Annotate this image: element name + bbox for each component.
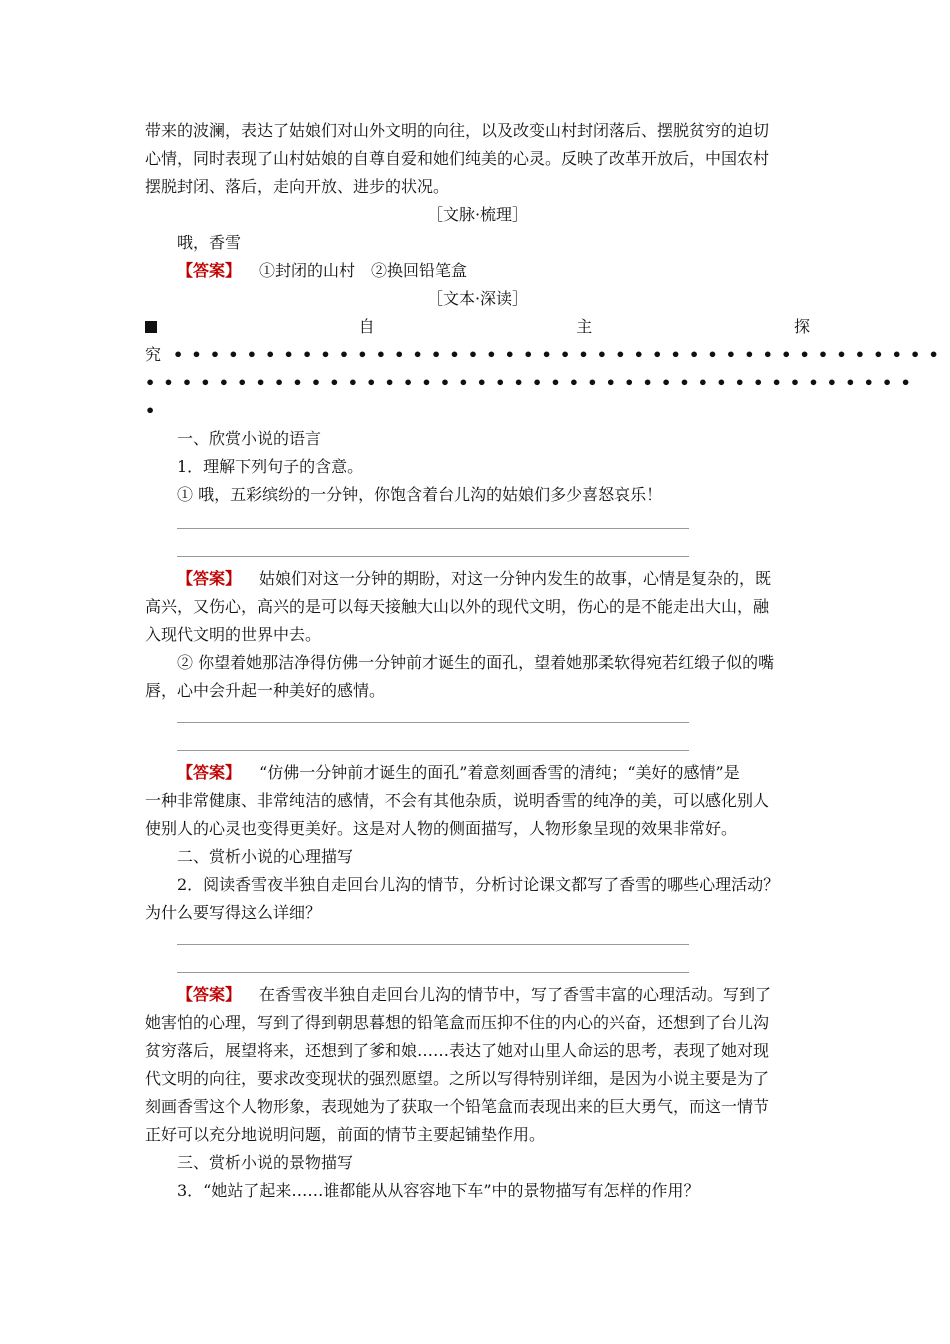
answer-1a-line-2: 高兴，又伤心，高兴的是可以每天接触大山以外的现代文明，伤心的是不能走出大山，融	[145, 597, 770, 616]
heading-2: 二、赏析小说的心理描写	[177, 847, 354, 866]
answer-tag: 【答案】	[177, 569, 242, 588]
intro-line-3: 摆脱封闭、落后，走向开放、进步的状况。	[145, 177, 450, 196]
zizhu-line-2	[145, 341, 947, 369]
answer-tag: 【答案】	[177, 763, 242, 782]
zizhu-char-1: 自	[358, 317, 375, 336]
intro-line-1: 带来的波澜，表达了姑娘们对山外文明的向往，以及改变山村封闭落后、摆脱贫穷的迫切	[145, 121, 770, 140]
answer-blank-line	[177, 722, 689, 723]
answer-2-line-6: 正好可以充分地说明问题，前面的情节主要起铺垫作用。	[145, 1125, 546, 1144]
answer-2-line-4: 代文明的向往，要求改变现状的强烈愿望。之所以写得特别详细，是因为小说主要是为了	[145, 1069, 770, 1088]
answer-1a-line-3: 入现代文明的世界中去。	[145, 625, 322, 644]
heading-3: 三、赏析小说的景物描写	[177, 1153, 354, 1172]
question-1b-line-1: ② 你望着她那洁净得仿佛一分钟前才诞生的面孔，望着她那柔软得宛若红缎子似的嘴	[177, 653, 775, 672]
answer-1a-line-1: 【答案】 姑娘们对这一分钟的期盼，对这一分钟内发生的故事，心情是复杂的，既	[177, 569, 772, 588]
dot-leader-2: ••••••••••••••••••••••••••••••••••••••••••	[145, 373, 919, 392]
answer-1b-line-2: 一种非常健康、非常纯洁的感情，不会有其他杂质，说明香雪的纯净的美，可以感化别人	[145, 791, 770, 810]
question-3: 3．“她站了起来……谁都能从从容容地下车”中的景物描写有怎样的作用？	[177, 1181, 700, 1200]
answer-blank-line	[177, 556, 689, 557]
text-title: 哦，香雪	[177, 233, 242, 252]
answer-1b-line-3: 使别人的心灵也变得更美好。这是对人物的侧面描写，人物形象呈现的效果非常好。	[145, 819, 738, 838]
section-heading-wenben: ［文本·深读］	[426, 289, 529, 308]
zizhu-heading	[145, 313, 810, 341]
question-1b-line-2: 唇，心中会升起一种美好的感情。	[145, 681, 386, 700]
answer-2-line-1: 【答案】 在香雪夜半独自走回台儿沟的情节中，写了香雪丰富的心理活动。写到了	[177, 985, 772, 1004]
heading-1: 一、欣赏小说的语言	[177, 429, 322, 448]
dot-leader-3: •	[145, 401, 156, 420]
answer-text: ①封闭的山村 ②换回铅笔盒	[259, 261, 468, 280]
question-1a: ① 哦，五彩缤纷的一分钟，你饱含着台儿沟的姑娘们多少喜怒哀乐！	[177, 485, 663, 504]
section-heading-wenmai: ［文脉·梳理］	[426, 205, 529, 224]
answer-tag: 【答案】	[177, 985, 242, 1004]
square-bullet-icon	[145, 321, 157, 333]
answer-2-line-5: 刻画香雪这个人物形象，表现她为了获取一个铅笔盒而表现出来的巨大勇气，而这一情节	[145, 1097, 770, 1116]
dot-leader-1: ••••••••••••••••••••••••••••••••••••••••••	[173, 345, 947, 364]
answer-line-0	[177, 257, 810, 285]
zizhu-char-2: 主	[576, 317, 593, 336]
question-2-line-1: 2．阅读香雪夜半独自走回台儿沟的情节，分析讨论课文都写了香雪的哪些心理活动？	[177, 875, 780, 894]
intro-line-2: 心情，同时表现了山村姑娘的自尊自爱和她们纯美的心灵。反映了改革开放后，中国农村	[145, 149, 770, 168]
zizhu-char-3: 探	[793, 317, 810, 336]
answer-blank-line	[177, 944, 689, 945]
question-1: 1．理解下列句子的含意。	[177, 457, 364, 476]
answer-2-line-3: 贫穷落后，展望将来，还想到了爹和娘……表达了她对山里人命运的思考，表现了她对现	[145, 1041, 770, 1060]
answer-blank-line	[177, 528, 689, 529]
zizhu-char-4: 究	[145, 345, 162, 364]
question-2-line-2: 为什么要写得这么详细？	[145, 903, 322, 922]
answer-tag: 【答案】	[177, 261, 242, 280]
answer-2-line-2: 她害怕的心理，写到了得到朝思暮想的铅笔盒而压抑不住的内心的兴奋，还想到了台儿沟	[145, 1013, 770, 1032]
answer-1b-line-1: 【答案】 “仿佛一分钟前才诞生的面孔”着意刻画香雪的清纯；“美好的感情”是	[177, 763, 740, 782]
answer-blank-line	[177, 972, 689, 973]
answer-blank-line	[177, 750, 689, 751]
